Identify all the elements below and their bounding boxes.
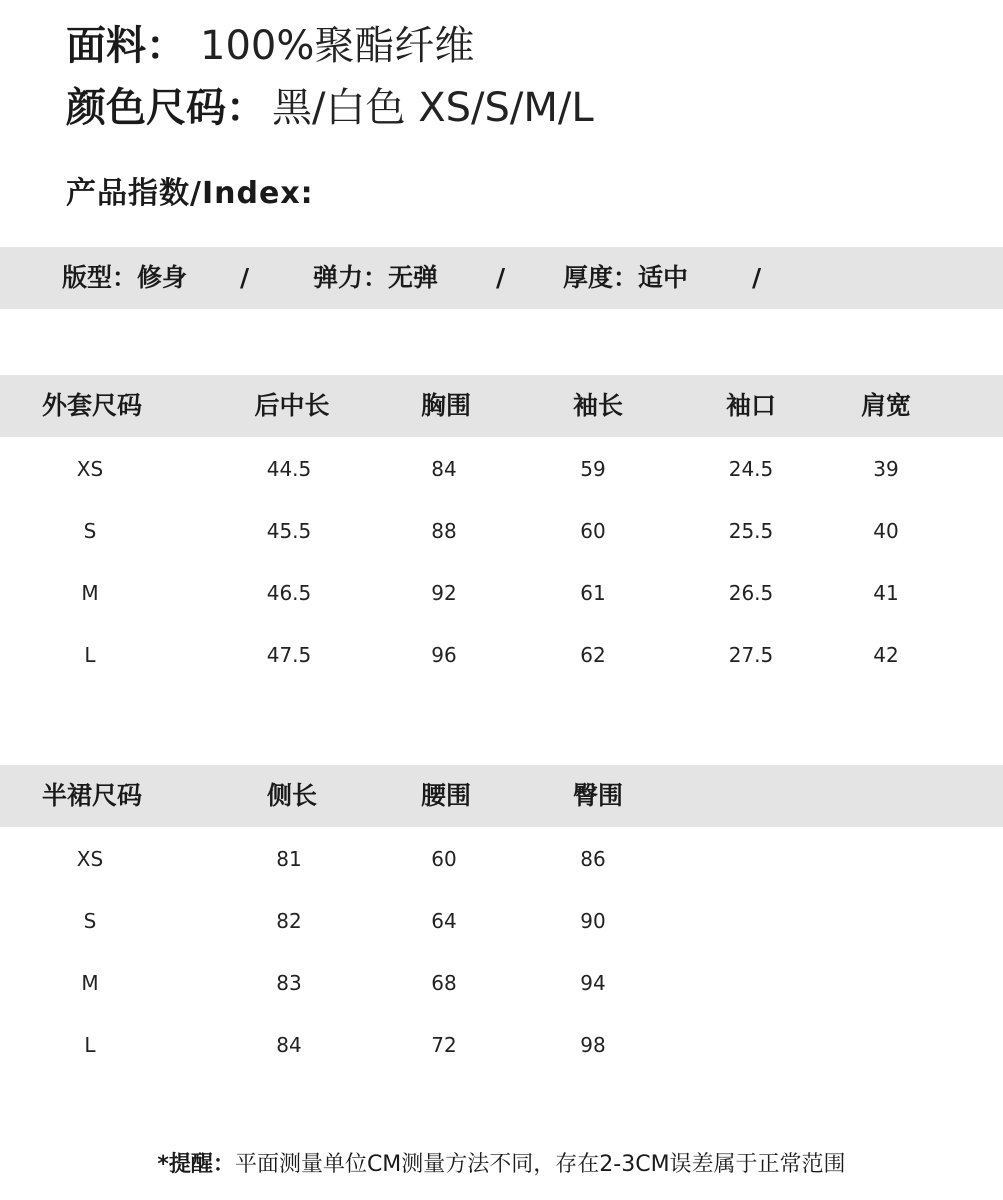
skirt-header-cell: 半裙尺码 bbox=[41, 781, 143, 810]
jacket-cell: XS bbox=[76, 457, 104, 481]
footer-note bbox=[0, 1150, 1003, 1180]
jacket-header-cell: 外套尺码 bbox=[41, 391, 143, 420]
jacket-cell: 59 bbox=[580, 457, 606, 481]
jacket-cell: 44.5 bbox=[266, 457, 312, 481]
index-item-elasticity: 弹力：无弹 bbox=[313, 263, 439, 292]
jacket-cell: 96 bbox=[431, 643, 457, 667]
jacket-cell: L bbox=[84, 643, 96, 667]
jacket-cell: 25.5 bbox=[728, 519, 774, 543]
index-bar bbox=[0, 247, 1003, 309]
skirt-cell: 82 bbox=[276, 909, 302, 933]
jacket-cell: 26.5 bbox=[728, 581, 774, 605]
jacket-cell: 40 bbox=[873, 519, 899, 543]
index-item-fit: 版型：修身 bbox=[62, 263, 188, 292]
footer-note-text: 平面测量单位CM测量方法不同，存在2-3CM误差属于正常范围 bbox=[234, 1152, 846, 1177]
material-label: 面料： bbox=[66, 23, 186, 69]
skirt-header-cell: 侧长 bbox=[266, 781, 318, 810]
index-separator: / bbox=[752, 263, 762, 292]
material-value: 100%聚酯纤维 bbox=[200, 23, 475, 69]
jacket-cell: 60 bbox=[580, 519, 606, 543]
index-heading: 产品指数/Index: bbox=[66, 176, 314, 211]
jacket-cell: 46.5 bbox=[266, 581, 312, 605]
skirt-header-cell: 腰围 bbox=[420, 781, 472, 810]
skirt-cell: L bbox=[84, 1033, 96, 1057]
jacket-cell: 39 bbox=[873, 457, 899, 481]
index-item-thickness: 厚度：适中 bbox=[563, 263, 689, 292]
jacket-header-cell: 肩宽 bbox=[860, 391, 912, 420]
skirt-cell: 84 bbox=[276, 1033, 302, 1057]
index-separator: / bbox=[496, 263, 506, 292]
color-size-label: 颜色尺码： bbox=[66, 85, 266, 131]
jacket-cell: 24.5 bbox=[728, 457, 774, 481]
skirt-cell: 90 bbox=[580, 909, 606, 933]
skirt-cell: 86 bbox=[580, 847, 606, 871]
jacket-cell: 61 bbox=[580, 581, 606, 605]
skirt-cell: XS bbox=[76, 847, 104, 871]
jacket-cell: 92 bbox=[431, 581, 457, 605]
skirt-table-header bbox=[0, 765, 1003, 827]
skirt-cell: 81 bbox=[276, 847, 302, 871]
jacket-table-header bbox=[0, 375, 1003, 437]
skirt-cell: S bbox=[83, 909, 97, 933]
jacket-cell: 84 bbox=[431, 457, 457, 481]
jacket-cell: 45.5 bbox=[266, 519, 312, 543]
color-size-line bbox=[66, 84, 594, 132]
skirt-cell: M bbox=[81, 971, 99, 995]
jacket-cell: 47.5 bbox=[266, 643, 312, 667]
skirt-cell: 60 bbox=[431, 847, 457, 871]
jacket-header-cell: 袖长 bbox=[572, 391, 624, 420]
jacket-cell: 41 bbox=[873, 581, 899, 605]
material-line bbox=[66, 22, 474, 70]
jacket-cell: M bbox=[81, 581, 99, 605]
skirt-cell: 83 bbox=[276, 971, 302, 995]
jacket-cell: S bbox=[83, 519, 97, 543]
jacket-cell: 27.5 bbox=[728, 643, 774, 667]
index-separator: / bbox=[240, 263, 250, 292]
skirt-cell: 72 bbox=[431, 1033, 457, 1057]
color-size-value: 黑/白色 XS/S/M/L bbox=[272, 85, 594, 131]
skirt-cell: 98 bbox=[580, 1033, 606, 1057]
skirt-cell: 94 bbox=[580, 971, 606, 995]
skirt-cell: 64 bbox=[431, 909, 457, 933]
jacket-header-cell: 后中长 bbox=[254, 391, 330, 420]
skirt-header-cell: 臀围 bbox=[572, 781, 624, 810]
jacket-cell: 88 bbox=[431, 519, 457, 543]
jacket-header-cell: 胸围 bbox=[420, 391, 472, 420]
jacket-header-cell: 袖口 bbox=[725, 391, 777, 420]
jacket-cell: 62 bbox=[580, 643, 606, 667]
footer-note-label: *提醒： bbox=[157, 1152, 235, 1177]
skirt-cell: 68 bbox=[431, 971, 457, 995]
jacket-cell: 42 bbox=[873, 643, 899, 667]
